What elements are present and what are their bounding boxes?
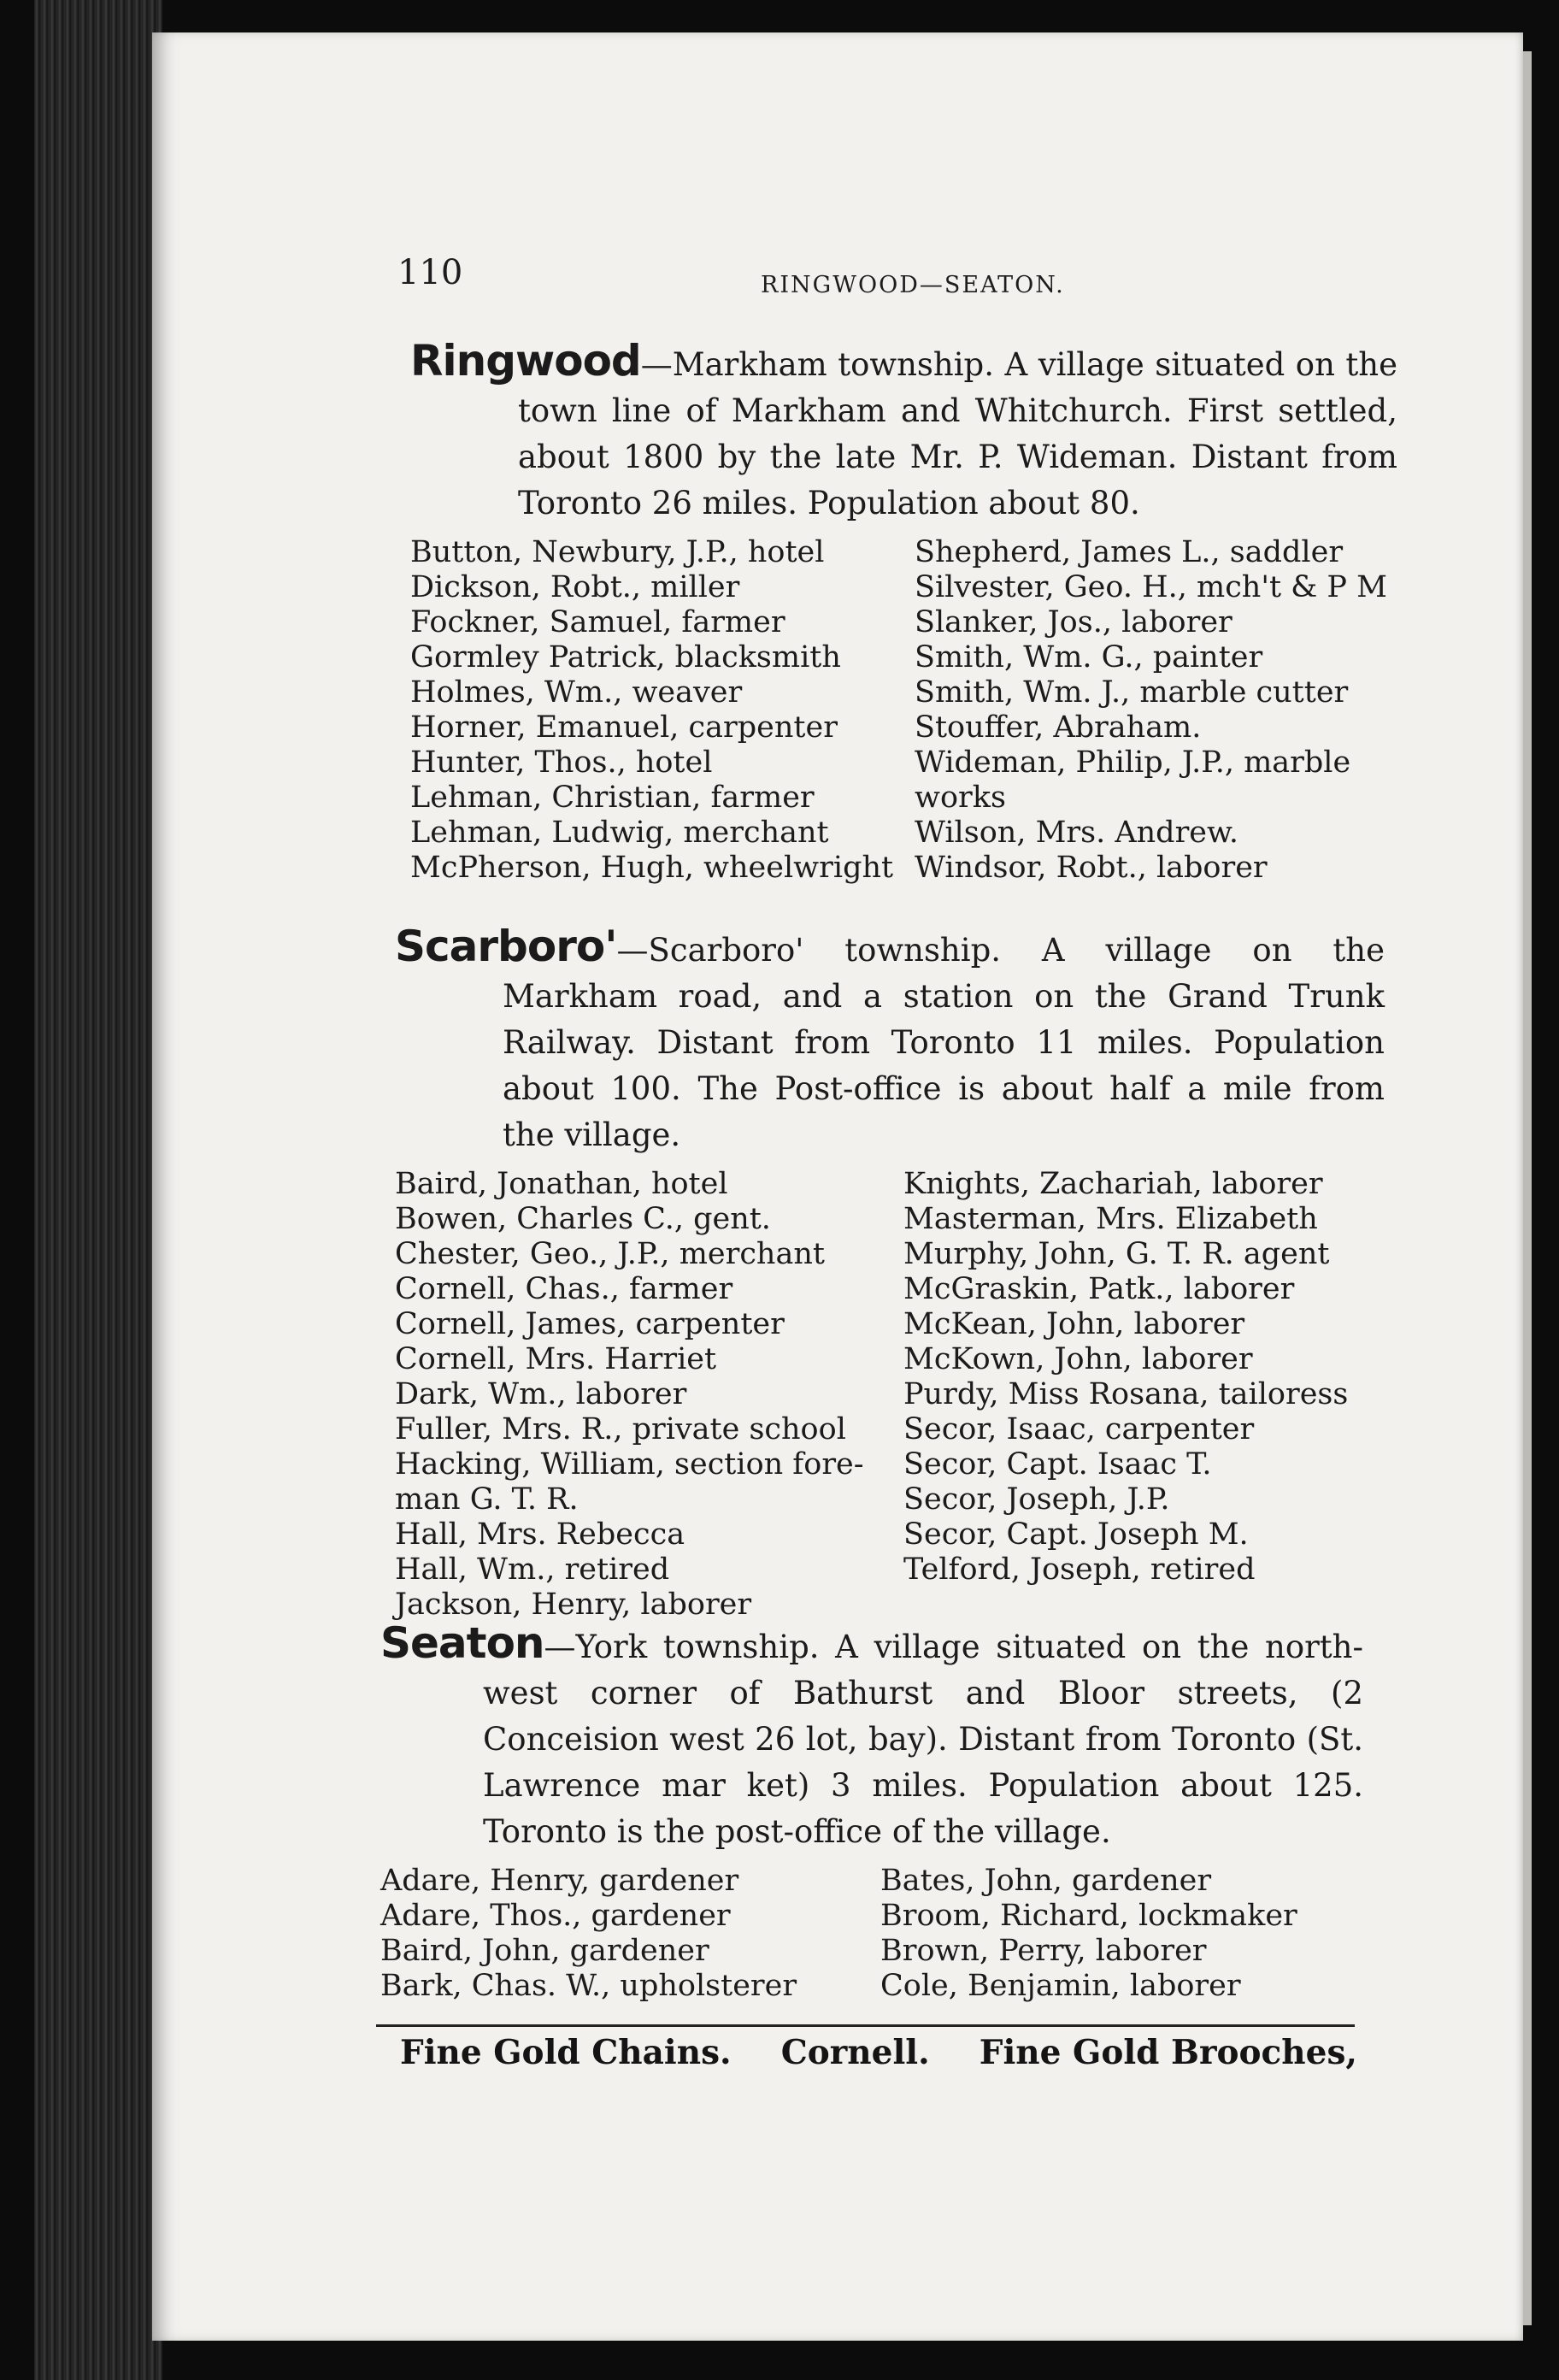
footer-rule	[376, 2024, 1355, 2027]
section-heading: Scarboro'	[395, 922, 617, 971]
directory-entry: Wilson, Mrs. Andrew.	[915, 816, 1238, 850]
directory-entry: Hunter, Thos., hotel	[410, 745, 713, 780]
directory-columns	[380, 1864, 1363, 2004]
footer-ad-right: Fine Gold Brooches,	[979, 2033, 1357, 2072]
directory-entry: Jackson, Henry, laborer	[395, 1588, 752, 1622]
directory-entry: Murphy, John, G. T. R. agent	[903, 1237, 1330, 1271]
directory-entry: Windsor, Robt., laborer	[915, 851, 1268, 885]
directory-entry: Dark, Wm., laborer	[395, 1377, 687, 1411]
directory-entry: McKean, John, laborer	[903, 1307, 1245, 1341]
directory-entry: Silvester, Geo. H., mch't & P M	[915, 570, 1387, 604]
directory-right-column	[915, 535, 1393, 886]
directory-columns	[410, 535, 1397, 886]
directory-entry: Shepherd, James L., saddler	[915, 535, 1344, 569]
directory-entry: Bark, Chas. W., upholsterer	[380, 1969, 797, 2003]
section-intro	[395, 923, 1385, 1158]
section-description: —York township. A village situated on the north-west corner of Bathurst and Bloor streets, (2 Conceision west 26 lot, bay). Distant from Toronto (St. Lawrence mar ket) 3 miles. Population about 125. Toronto is the post-office of the village.	[483, 1629, 1363, 1850]
directory-entry: McGraskin, Patk., laborer	[903, 1272, 1295, 1306]
directory-entry: Baird, Jonathan, hotel	[395, 1167, 728, 1201]
directory-entry: Knights, Zachariah, laborer	[903, 1167, 1323, 1201]
directory-entry: Fuller, Mrs. R., private school	[395, 1412, 846, 1446]
directory-right-column	[880, 1864, 1359, 2004]
directory-entry: Holmes, Wm., weaver	[410, 675, 743, 710]
section-heading: Seaton	[380, 1618, 544, 1668]
page-number: 110	[397, 253, 463, 292]
directory-entry: Fockner, Samuel, farmer	[410, 605, 785, 639]
directory-right-column	[903, 1167, 1382, 1623]
directory-entry: Secor, Isaac, carpenter	[903, 1412, 1255, 1446]
directory-left-column	[395, 1167, 903, 1623]
section-description: —Markham township. A village situated on the town line of Markham and Whitchurch. First settled, about 1800 by the late Mr. P. Wideman. Distant from Toronto 26 miles. Population about 80.	[518, 346, 1397, 521]
section-scarboro	[395, 923, 1385, 1623]
section-intro	[410, 338, 1397, 527]
section-heading: Ringwood	[410, 336, 641, 386]
directory-entry: Telford, Joseph, retired	[903, 1552, 1256, 1587]
section-seaton	[380, 1620, 1363, 2004]
directory-entry: Purdy, Miss Rosana, tailoress	[903, 1377, 1349, 1411]
footer-ad-left: Fine Gold Chains.	[400, 2033, 732, 2072]
directory-entry: Bates, John, gardener	[880, 1864, 1212, 1898]
directory-entry: Smith, Wm. G., painter	[915, 640, 1263, 675]
directory-entry: Gormley Patrick, blacksmith	[410, 640, 841, 675]
directory-entry: Cornell, Mrs. Harriet	[395, 1342, 717, 1376]
directory-entry: Brown, Perry, laborer	[880, 1934, 1207, 1968]
directory-entry: Secor, Capt. Isaac T.	[903, 1447, 1212, 1482]
directory-entry: Slanker, Jos., laborer	[915, 605, 1232, 639]
directory-entry: Button, Newbury, J.P., hotel	[410, 535, 825, 569]
section-intro	[380, 1620, 1363, 1855]
section-description: —Scarboro' township. A village on the Markham road, and a station on the Grand Trunk Railway. Distant from Toronto 11 miles. Population about 100. The Post-office is about half a mile from the village.	[503, 932, 1385, 1153]
directory-entry: Cole, Benjamin, laborer	[880, 1969, 1241, 2003]
directory-entry: Dickson, Robt., miller	[410, 570, 740, 604]
directory-entry: Cornell, Chas., farmer	[395, 1272, 733, 1306]
directory-left-column	[410, 535, 915, 886]
book-spine-edge	[34, 0, 162, 2380]
running-head: RINGWOOD—SEATON.	[761, 272, 1065, 298]
directory-entry: Baird, John, gardener	[380, 1934, 709, 1968]
directory-entry: Secor, Capt. Joseph M.	[903, 1517, 1249, 1552]
directory-entry: McKown, John, laborer	[903, 1342, 1253, 1376]
directory-entry: Broom, Richard, lockmaker	[880, 1899, 1297, 1933]
directory-entry: Bowen, Charles C., gent.	[395, 1202, 771, 1236]
directory-entry: Smith, Wm. J., marble cutter	[915, 675, 1349, 710]
directory-entry: Lehman, Christian, farmer	[410, 781, 815, 815]
directory-entry: McPherson, Hugh, wheelwright	[410, 851, 894, 885]
directory-entry: Adare, Thos., gardener	[380, 1899, 731, 1933]
directory-columns	[395, 1167, 1385, 1623]
directory-entry: Hall, Mrs. Rebecca	[395, 1517, 685, 1552]
footer-ad-center: Cornell.	[780, 2033, 930, 2072]
directory-entry: Stouffer, Abraham.	[915, 710, 1202, 745]
directory-entry: Adare, Henry, gardener	[380, 1864, 739, 1898]
directory-entry: Secor, Joseph, J.P.	[903, 1482, 1170, 1517]
page-right-edge	[1523, 51, 1532, 2325]
directory-entry: Masterman, Mrs. Elizabeth	[903, 1202, 1318, 1236]
directory-entry: Hacking, William, section fore- man G. T. R.	[395, 1447, 864, 1517]
footer-advertisement	[400, 2033, 1357, 2072]
directory-entry: Hall, Wm., retired	[395, 1552, 670, 1587]
directory-entry: Wideman, Philip, J.P., marble works	[915, 745, 1351, 815]
section-ringwood	[410, 338, 1397, 886]
directory-entry: Cornell, James, carpenter	[395, 1307, 785, 1341]
directory-left-column	[380, 1864, 880, 2004]
directory-entry: Horner, Emanuel, carpenter	[410, 710, 838, 745]
directory-entry: Chester, Geo., J.P., merchant	[395, 1237, 825, 1271]
directory-entry: Lehman, Ludwig, merchant	[410, 816, 829, 850]
